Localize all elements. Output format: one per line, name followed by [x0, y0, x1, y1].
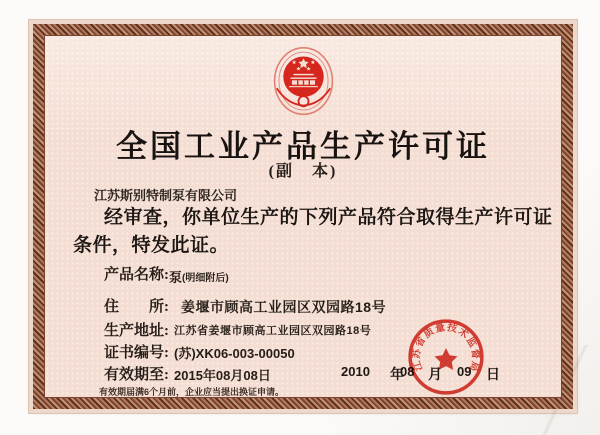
- renewal-note: 有效期届满6个月前，企业应当提出换证申请。: [99, 387, 285, 397]
- seal-text: 江苏省质量技术监督局: [411, 322, 481, 373]
- residence-label: 住 所:: [104, 299, 169, 315]
- residence-value: 姜堰市顾高工业园区双园路18号: [181, 299, 387, 315]
- issue-year: 2010: [341, 364, 370, 379]
- product-name-note: (明细附后): [182, 273, 229, 284]
- product-name-value: 泵: [169, 270, 183, 285]
- production-address-value: 江苏省姜堰市顾高工业园区双园路18号: [174, 325, 372, 337]
- issue-month-unit: 月: [428, 366, 442, 382]
- certificate-subtitle: (副 本): [268, 163, 338, 180]
- statement-line-2: 条件，特发此证。: [73, 235, 230, 256]
- china-national-emblem-icon: [271, 46, 336, 119]
- company-name: 江苏斯别特制泵有限公司: [94, 188, 238, 203]
- license-certificate: [33, 24, 573, 409]
- valid-until-value: 2015年08月08日: [174, 368, 271, 383]
- issue-day-unit: 日: [486, 366, 500, 382]
- statement-line-1: 经审查，你单位生产的下列产品符合取得生产许可证: [104, 207, 553, 228]
- certificate-inner-panel: [44, 35, 562, 398]
- official-red-seal: [407, 318, 485, 396]
- paper-crease: [530, 345, 600, 435]
- product-name-label: 产品名称:: [104, 267, 169, 283]
- certificate-number-value: (苏)XK06-003-00050: [174, 346, 295, 361]
- issue-year-unit: 年: [390, 366, 404, 382]
- valid-until-label: 有效期至:: [104, 367, 169, 383]
- certificate-title: 全国工业产品生产许可证: [116, 129, 490, 164]
- issue-month: 08: [400, 364, 415, 379]
- seal-star: [435, 348, 458, 370]
- production-address-label: 生产地址:: [104, 323, 169, 339]
- issue-day: 09: [457, 364, 472, 379]
- certificate-number-label: 证书编号:: [104, 345, 169, 361]
